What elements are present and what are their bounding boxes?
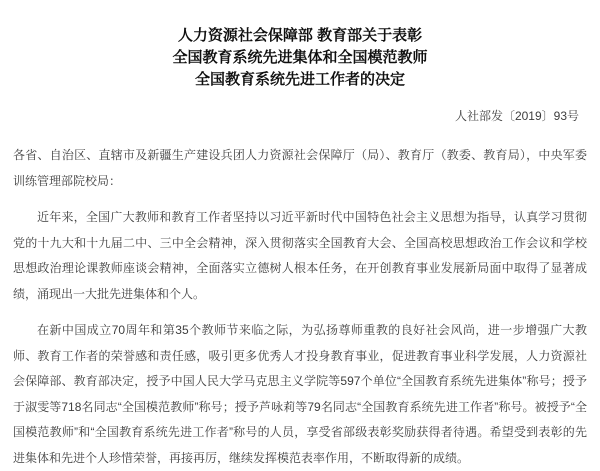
document-title-line-2: 全国教育系统先进集体和全国模范教师 [172,49,428,66]
document-title-line-3: 全国教育系统先进工作者的决定 [194,71,405,88]
document-reference-number: 人社部发〔2019〕93号 [454,109,579,123]
document-paragraph-2: 在新中国成立70周年和第35个教师节来临之际，为弘扬尊师重教的良好社会风尚，进一步增强广大教师、教育工作者的荣誉感和责任感，吸引更多优秀人才投身教育事业，促进教育事业科学发展，人力资源社会保障部、教育部决定，授予中国人民大学马克思主义学院等597个单位“全国教育系统先进集体”称号；授予于淑雯等718名同志“全国模范教师”称号；授予芦咏莉等79名同志“全国教育系统先进工作者”称号。被授予“全国模范教师”和“全国教育系统先进工作者”称号的人员，享受省部级表彰奖励获得者待遇。希望受到表彰的先进集体和先进个人珍惜荣誉，再接再厉，继续发挥模范表率作用，不断取得新的成绩。 [13,323,587,465]
document-title-line-1: 人力资源社会保障部 教育部关于表彰 [177,27,423,44]
document-title [13,25,587,91]
document-paragraph-1: 近年来，全国广大教师和教育工作者坚持以习近平新时代中国特色社会主义思想为指导，认真学习贯彻党的十九大和十九届二中、三中全会精神，深入贯彻落实全国教育大会、全国高校思想政治工作会议和学校思想政治理论课教师座谈会精神，全面落实立德树人根本任务，在开创教育事业发展新局面中取得了显著成绩，涌现出一大批先进集体和个人。 [13,210,587,301]
document-salutation: 各省、自治区、直辖市及新疆生产建设兵团人力资源社会保障厅（局）、教育厅（教委、教育局），中央军委训练管理部院校局： [13,148,587,188]
